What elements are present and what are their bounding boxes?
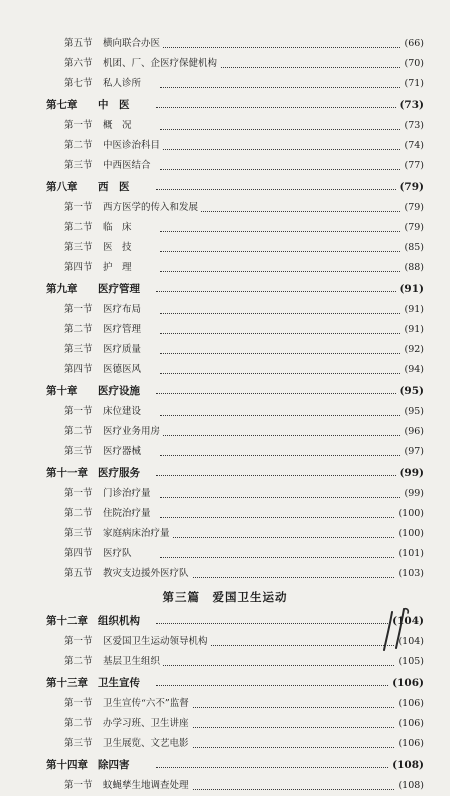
toc-chapter-row xyxy=(0,278,450,300)
toc-page-number: (70) xyxy=(401,54,424,74)
dot-leader xyxy=(160,231,406,232)
dot-leader xyxy=(160,517,406,518)
toc-section-row xyxy=(0,238,450,258)
toc-entry-number: 第一节 xyxy=(64,406,93,417)
toc-page-number: (74) xyxy=(401,136,424,156)
dot-leader xyxy=(160,665,406,666)
toc-entry-title: 家庭病床治疗量 xyxy=(103,524,173,544)
toc-entry-title: 医疗队 xyxy=(103,544,135,564)
toc-entry-number: 第三节 xyxy=(64,160,93,171)
toc-entry-title: 西 医 xyxy=(98,176,133,198)
toc-page-number: (73) xyxy=(401,116,424,136)
toc-section-row xyxy=(0,156,450,176)
toc-entry-title: 卫生宣传“六不”监督 xyxy=(103,694,192,714)
toc-entry-number: 第十二章 xyxy=(46,615,88,627)
dot-leader xyxy=(160,87,406,88)
toc-section-row xyxy=(0,694,450,714)
toc-entry-number: 第十一章 xyxy=(46,467,88,479)
dot-leader xyxy=(160,169,406,170)
dot-leader xyxy=(160,313,406,314)
toc-page-number: (99) xyxy=(401,484,424,504)
toc-chapter-row xyxy=(0,176,450,198)
toc-page-number: (88) xyxy=(401,258,424,278)
toc-entry-number: 第四节 xyxy=(64,364,93,375)
toc-entry-title: 医疗器械 xyxy=(103,442,144,462)
toc-entry-title: 概 况 xyxy=(103,116,135,136)
toc-entry-title: 医 技 xyxy=(103,238,135,258)
toc-entry-number: 第九章 xyxy=(46,283,78,295)
toc-entry-number: 第三节 xyxy=(64,242,93,253)
toc-entry-number: 第三节 xyxy=(64,738,93,749)
toc-section-row xyxy=(0,198,450,218)
toc-entry-title: 办学习班、卫生讲座 xyxy=(103,714,192,734)
toc-page-number: (94) xyxy=(401,360,424,380)
toc-entry-number: 第二节 xyxy=(64,222,93,233)
toc-entry-number: 第一节 xyxy=(64,120,93,131)
dot-leader xyxy=(160,747,406,748)
toc-chapter-row xyxy=(0,380,450,402)
toc-entry-title: 机团、厂、企医疗保健机构 xyxy=(103,54,220,74)
toc-entry-number: 第一节 xyxy=(64,202,93,213)
dot-leader xyxy=(160,353,406,354)
toc-entry-title: 门诊治疗量 xyxy=(103,484,154,504)
toc-section-row xyxy=(0,320,450,340)
dot-leader xyxy=(160,271,406,272)
toc-section-row xyxy=(0,484,450,504)
toc-entry-title: 西方医学的传入和发展 xyxy=(103,198,201,218)
toc-entry-title: 横向联合办医 xyxy=(103,34,163,54)
dot-leader xyxy=(160,557,406,558)
dot-leader xyxy=(156,767,406,768)
toc-page-number: (100) xyxy=(395,524,424,544)
toc-entry-title: 医疗管理 xyxy=(103,320,144,340)
toc-entry-number: 第二节 xyxy=(64,656,93,667)
toc-entry-title: 除四害 xyxy=(98,754,133,776)
toc-chapter-row xyxy=(0,94,450,116)
dot-leader xyxy=(160,455,406,456)
toc-entry-number: 第十三章 xyxy=(46,677,88,689)
toc-entry-number: 第三节 xyxy=(64,528,93,539)
toc-entry-number: 第六节 xyxy=(64,58,93,69)
dot-leader xyxy=(160,47,406,48)
toc-entry-number: 第三节 xyxy=(64,446,93,457)
dot-leader xyxy=(160,129,406,130)
toc-page-number: (73) xyxy=(396,94,424,116)
toc-section-row xyxy=(0,360,450,380)
toc-entry-title: 住院治疗量 xyxy=(103,504,154,524)
toc-page-number: (105) xyxy=(395,652,424,672)
dot-leader xyxy=(160,333,406,334)
toc-page-number: (66) xyxy=(401,34,424,54)
toc-page-number: (106) xyxy=(395,734,424,754)
toc-section-row xyxy=(0,734,450,754)
dot-leader xyxy=(160,727,406,728)
dot-leader xyxy=(160,707,406,708)
toc-page-number: (77) xyxy=(401,156,424,176)
dot-leader xyxy=(156,291,406,292)
dot-leader xyxy=(160,497,406,498)
toc-entry-number: 第十四章 xyxy=(46,759,88,771)
dot-leader xyxy=(160,537,406,538)
toc-entry-number: 第二节 xyxy=(64,426,93,437)
dot-leader xyxy=(160,435,406,436)
toc-entry-title: 医疗服务 xyxy=(98,462,143,484)
toc-page-number: (91) xyxy=(401,300,424,320)
dot-leader xyxy=(160,415,406,416)
toc-entry-title: 床位建设 xyxy=(103,402,144,422)
toc-entry-number: 第二节 xyxy=(64,508,93,519)
toc-entry-number: 第一节 xyxy=(64,636,93,647)
toc-page-number: (91) xyxy=(396,278,424,300)
toc-entry-title: 基层卫生组织 xyxy=(103,652,163,672)
toc-entry-title: 卫生展览、文艺电影 xyxy=(103,734,192,754)
dot-leader xyxy=(156,685,406,686)
handwritten-page-number xyxy=(382,606,422,652)
toc-page-number: (71) xyxy=(401,74,424,94)
toc-section-row xyxy=(0,258,450,278)
toc-page-number: (85) xyxy=(401,238,424,258)
toc-section-row xyxy=(0,54,450,74)
toc-page-number: (97) xyxy=(401,442,424,462)
dot-leader xyxy=(156,189,406,190)
toc-section-row xyxy=(0,504,450,524)
toc-entry-title: 护 理 xyxy=(103,258,135,278)
toc-section-row xyxy=(0,116,450,136)
dot-leader xyxy=(156,393,406,394)
toc-entry-title: 医疗设施 xyxy=(98,380,143,402)
toc-section-row xyxy=(0,442,450,462)
toc-page-number: (91) xyxy=(401,320,424,340)
toc-page-number: (101) xyxy=(395,544,424,564)
dot-leader xyxy=(160,789,406,790)
toc-entry-title: 临 床 xyxy=(103,218,135,238)
table-of-contents xyxy=(0,34,450,796)
toc-entry-number: 第七节 xyxy=(64,78,93,89)
toc-chapter-row xyxy=(0,462,450,484)
toc-page-number: (103) xyxy=(395,564,424,584)
toc-entry-title: 私人诊所 xyxy=(103,74,144,94)
toc-page-number: (108) xyxy=(395,776,424,796)
toc-entry-title: 卫生宣传 xyxy=(98,672,143,694)
toc-section-row xyxy=(0,544,450,564)
toc-section-row xyxy=(0,218,450,238)
dot-leader xyxy=(160,251,406,252)
toc-entry-title: 医疗布局 xyxy=(103,300,144,320)
toc-entry-number: 第一节 xyxy=(64,698,93,709)
toc-section-row xyxy=(0,776,450,796)
toc-section-row xyxy=(0,136,450,156)
toc-page-number: (95) xyxy=(396,380,424,402)
toc-entry-title: 中西医结合 xyxy=(103,156,154,176)
toc-page-number: (106) xyxy=(395,714,424,734)
toc-entry-title: 中医诊治科目 xyxy=(103,136,163,156)
dot-leader xyxy=(160,149,406,150)
dot-leader xyxy=(160,577,406,578)
toc-section-row xyxy=(0,34,450,54)
toc-entry-number: 第二节 xyxy=(64,324,93,335)
toc-section-row xyxy=(0,402,450,422)
toc-page-number: (104) xyxy=(395,632,424,652)
toc-entry-number: 第一节 xyxy=(64,488,93,499)
toc-page-number: (106) xyxy=(389,672,424,694)
toc-page-number: (96) xyxy=(401,422,424,442)
toc-section-row xyxy=(0,652,450,672)
toc-page-number: (92) xyxy=(401,340,424,360)
dot-leader xyxy=(156,107,406,108)
toc-entry-number: 第一节 xyxy=(64,780,93,791)
toc-page-number: (79) xyxy=(401,198,424,218)
toc-entry-number: 第四节 xyxy=(64,548,93,559)
toc-section-row xyxy=(0,714,450,734)
toc-entry-title: 医疗质量 xyxy=(103,340,144,360)
toc-section-row xyxy=(0,300,450,320)
dot-leader xyxy=(160,373,406,374)
toc-entry-number: 第七章 xyxy=(46,99,78,111)
toc-page-number: (79) xyxy=(396,176,424,198)
toc-page-number: (108) xyxy=(389,754,424,776)
toc-section-row xyxy=(0,564,450,584)
toc-section-row xyxy=(0,524,450,544)
toc-entry-number: 第二节 xyxy=(64,718,93,729)
toc-entry-number: 第十章 xyxy=(46,385,78,397)
toc-entry-title: 医疗业务用房 xyxy=(103,422,163,442)
toc-chapter-row xyxy=(0,672,450,694)
toc-section-row xyxy=(0,422,450,442)
toc-section-row xyxy=(0,74,450,94)
toc-entry-title: 医疗管理 xyxy=(98,278,143,300)
dot-leader xyxy=(156,623,406,624)
toc-entry-number: 第八章 xyxy=(46,181,78,193)
toc-entry-title: 医德医风 xyxy=(103,360,144,380)
toc-entry-number: 第三节 xyxy=(64,344,93,355)
toc-page-number: (95) xyxy=(401,402,424,422)
toc-entry-title: 中 医 xyxy=(98,94,133,116)
toc-entry-number: 第五节 xyxy=(64,38,93,49)
toc-page-number: (104) xyxy=(389,610,424,632)
toc-entry-title: 区爱国卫生运动领导机构 xyxy=(103,632,211,652)
toc-section-row xyxy=(0,340,450,360)
toc-entry-number: 第四节 xyxy=(64,262,93,273)
dot-leader xyxy=(156,475,406,476)
toc-entry-title: 蚊蝇孳生地调查处理 xyxy=(103,776,192,796)
toc-entry-title: 教灾支边援外医疗队 xyxy=(103,564,192,584)
toc-page-number: (99) xyxy=(396,462,424,484)
toc-entry-number: 第二节 xyxy=(64,140,93,151)
toc-page-number: (106) xyxy=(395,694,424,714)
part-heading: 第三篇 爱国卫生运动 xyxy=(162,590,288,604)
toc-entry-number: 第五节 xyxy=(64,568,93,579)
toc-entry-title: 组织机构 xyxy=(98,610,143,632)
toc-page-number: (79) xyxy=(401,218,424,238)
toc-page-number: (100) xyxy=(395,504,424,524)
toc-entry-number: 第一节 xyxy=(64,304,93,315)
toc-chapter-row xyxy=(0,754,450,776)
